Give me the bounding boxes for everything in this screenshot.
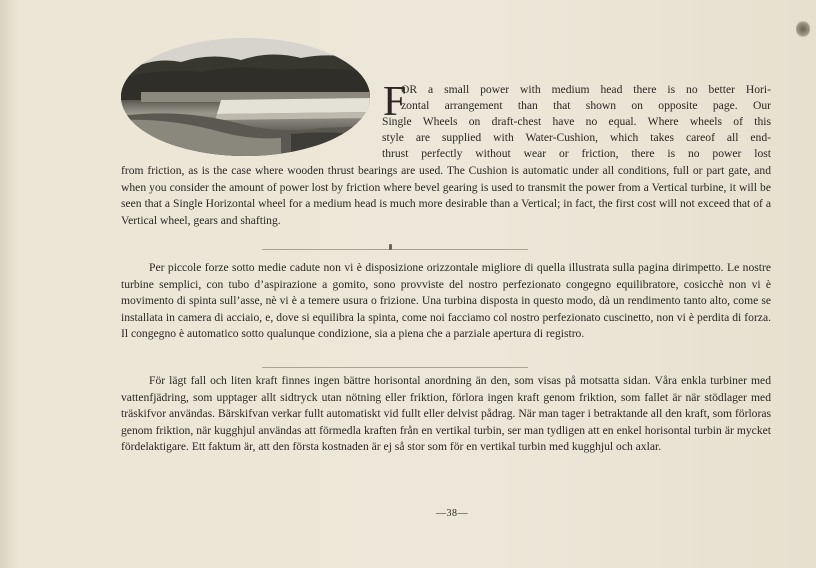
paper-stain [796,20,810,38]
english-line-5: thrust perfectly without wear or friction, there is no power lost [382,147,771,160]
english-line-2: zontal arrangement than that shown on opposite page. Our [401,99,771,112]
english-paragraph-body: from friction, as is the case where wooden thrust bearings are used. The Cushion is automatic under all conditions, full or part gate, and when you consider the amount of power lost by friction where bevel gearing is used to transmit the power from a Vertical turbine, it will be seen that a Single Horizontal wheel for a medium head is much more desirable than a Vertical; in fact, the first cost will not exceed that of a Vertical wheel, gears and shafting. [121,164,771,227]
drop-cap: F [383,79,407,125]
section-divider [262,367,528,368]
page-number: —38— [436,508,468,519]
english-line-4: style are supplied with Water-Cushion, which takes careof all end- [382,131,771,144]
swedish-paragraph: För lägt fall och liten kraft finnes ingen bättre horisontal anordning än den, som visas på motsatta sidan. Våra enkla turbiner med vattenfjädring, som upptager allt sidtryck utan nötning eller friktion, förlora ingen kraft genom friktion, som fallet är när stödlager med träskifvor användas. Bärskifvan verkar fullt automatiskt vid fullt eller delvist pådrag. När man tager i betraktande all den kraft, som förloras genom friktion, när kugghjul användas att förmedla kraften från en vertikal turbin, ser man tydligen att en enkel horisontal turbin är mycket fördelaktigare. Ett faktum är, att den första kostnaden är ej så stor som för en vertikal turbin med kugghjul och axlar. [121,374,771,454]
divider-ornament [389,244,392,250]
english-line-3: Single Wheels on draft-chest have no equal. Where wheels of this [382,115,771,128]
italian-paragraph: Per piccole forze sotto medie cadute non vi è disposizione orizzontale migliore di quella illustrata sulla pagina dirimpetto. Le nostre turbine semplici, con tubo d’aspirazione a gomito, sono provviste del nostro perfezionato congegno equilibratore, cosicchè non vi è movimento di spinta sull’asse, nè vi è a temere usura o frizione. Una turbina disposta in questo modo, dà un rendimento tanto alto, come se installata in camera di acciaio, e, dove si equilibra la spinta, come noi facciamo col nostro perfezionato cuscinetto, non vi è perdita di forza. Il congegno è automatico sotto qualunque condizione, sia a piena che a parziale apertura di registro. [121,261,771,341]
dam-photograph-illustration [121,38,370,156]
section-divider [262,249,528,250]
dam-photograph [121,38,370,156]
english-line-1: OR a small power with medium head there is no better Hori- [401,83,771,96]
